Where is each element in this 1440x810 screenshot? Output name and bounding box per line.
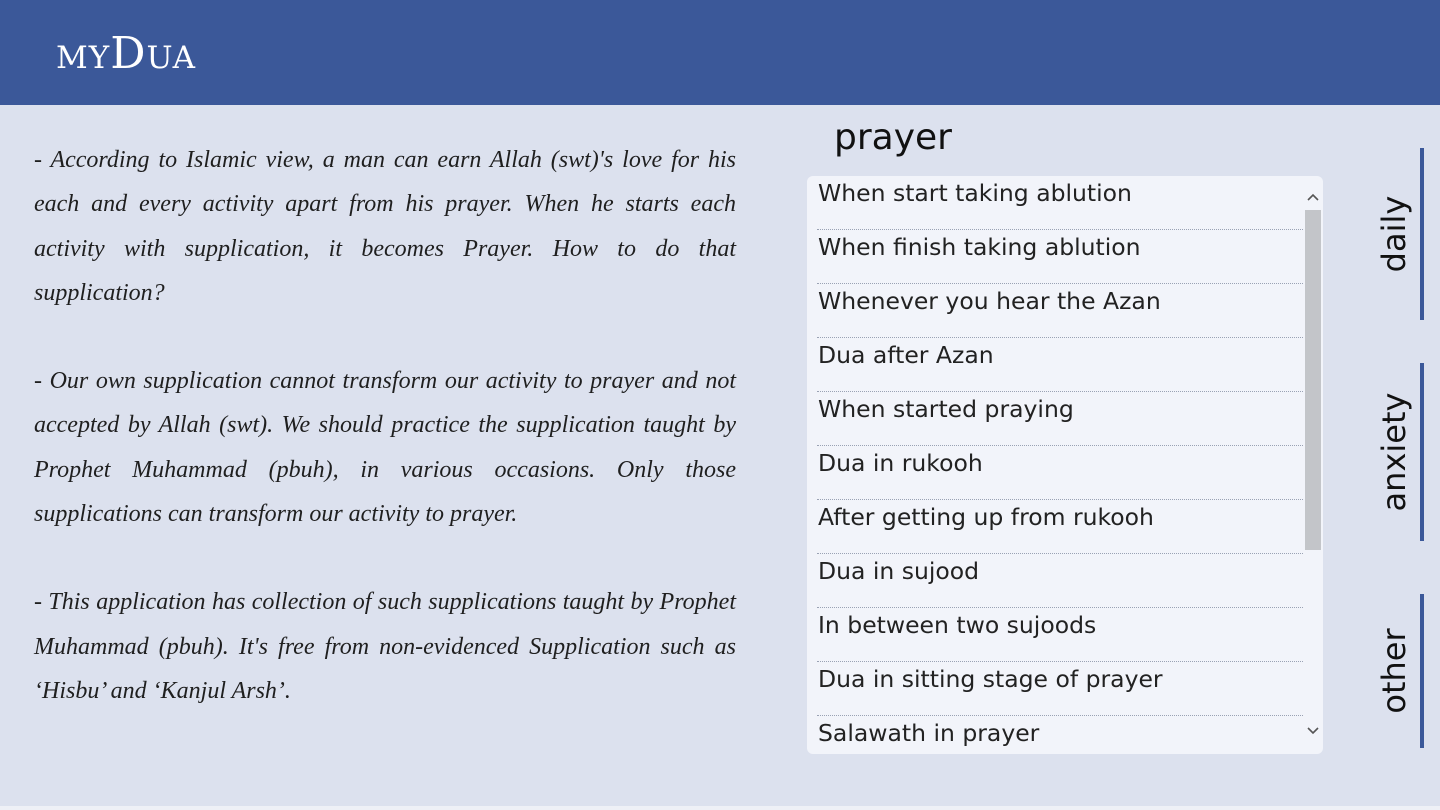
dua-list-item[interactable]: Dua in rukooh — [817, 446, 1303, 500]
dua-list — [817, 176, 1303, 754]
dua-list-item[interactable]: Whenever you hear the Azan — [817, 284, 1303, 338]
dua-list-item[interactable]: When finish taking ablution — [817, 230, 1303, 284]
intro-text — [34, 138, 736, 757]
tab-daily-bar — [1420, 148, 1424, 320]
tab-daily-label: daily — [1375, 195, 1413, 273]
tab-other-label: other — [1375, 628, 1413, 714]
dua-list-item[interactable]: In between two sujoods — [817, 608, 1303, 662]
footer-divider — [0, 806, 1440, 810]
intro-paragraph: - This application has collection of such supplications taught by Prophet Muhammad (pbuh). It's free from non-evidenced Supplication such as ‘Hisbu’ and ‘Kanjul Arsh’. — [34, 589, 736, 704]
dua-list-item[interactable]: After getting up from rukooh — [817, 500, 1303, 554]
tab-anxiety-bar — [1420, 363, 1424, 541]
dua-list-item[interactable]: Dua after Azan — [817, 338, 1303, 392]
category-title: prayer — [834, 117, 952, 158]
dua-list-panel — [807, 176, 1323, 754]
app-title: myDua — [56, 28, 197, 79]
tab-daily[interactable] — [1364, 148, 1424, 320]
dua-list-item[interactable]: Dua in sitting stage of prayer — [817, 662, 1303, 716]
dua-list-item[interactable]: When started praying — [817, 392, 1303, 446]
dua-list-item[interactable]: When start taking ablution — [817, 176, 1303, 230]
chevron-up-icon[interactable] — [1303, 188, 1323, 208]
list-scrollbar[interactable] — [1303, 176, 1323, 754]
intro-paragraph: - According to Islamic view, a man can earn Allah (swt)'s love for his each and every activity apart from his prayer. When he starts each activity with supplication, it becomes Prayer. How to do that supplication? — [34, 147, 736, 306]
chevron-down-icon[interactable] — [1303, 722, 1323, 742]
dua-list-item[interactable]: Salawath in prayer — [818, 719, 1040, 747]
tab-other-bar — [1420, 594, 1424, 748]
dua-list-item[interactable]: Dua in sujood — [817, 554, 1303, 608]
app-header — [0, 0, 1440, 105]
scrollbar-thumb[interactable] — [1305, 210, 1321, 550]
tab-anxiety-label: anxiety — [1375, 392, 1413, 512]
intro-paragraph: - Our own supplication cannot transform our activity to prayer and not accepted by Allah (swt). We should practice the supplication taught by Prophet Muhammad (pbuh), in various occasions. Only those supplications can transform our activity to prayer. — [34, 368, 736, 528]
tab-anxiety[interactable] — [1364, 363, 1424, 541]
tab-other[interactable] — [1364, 594, 1424, 748]
